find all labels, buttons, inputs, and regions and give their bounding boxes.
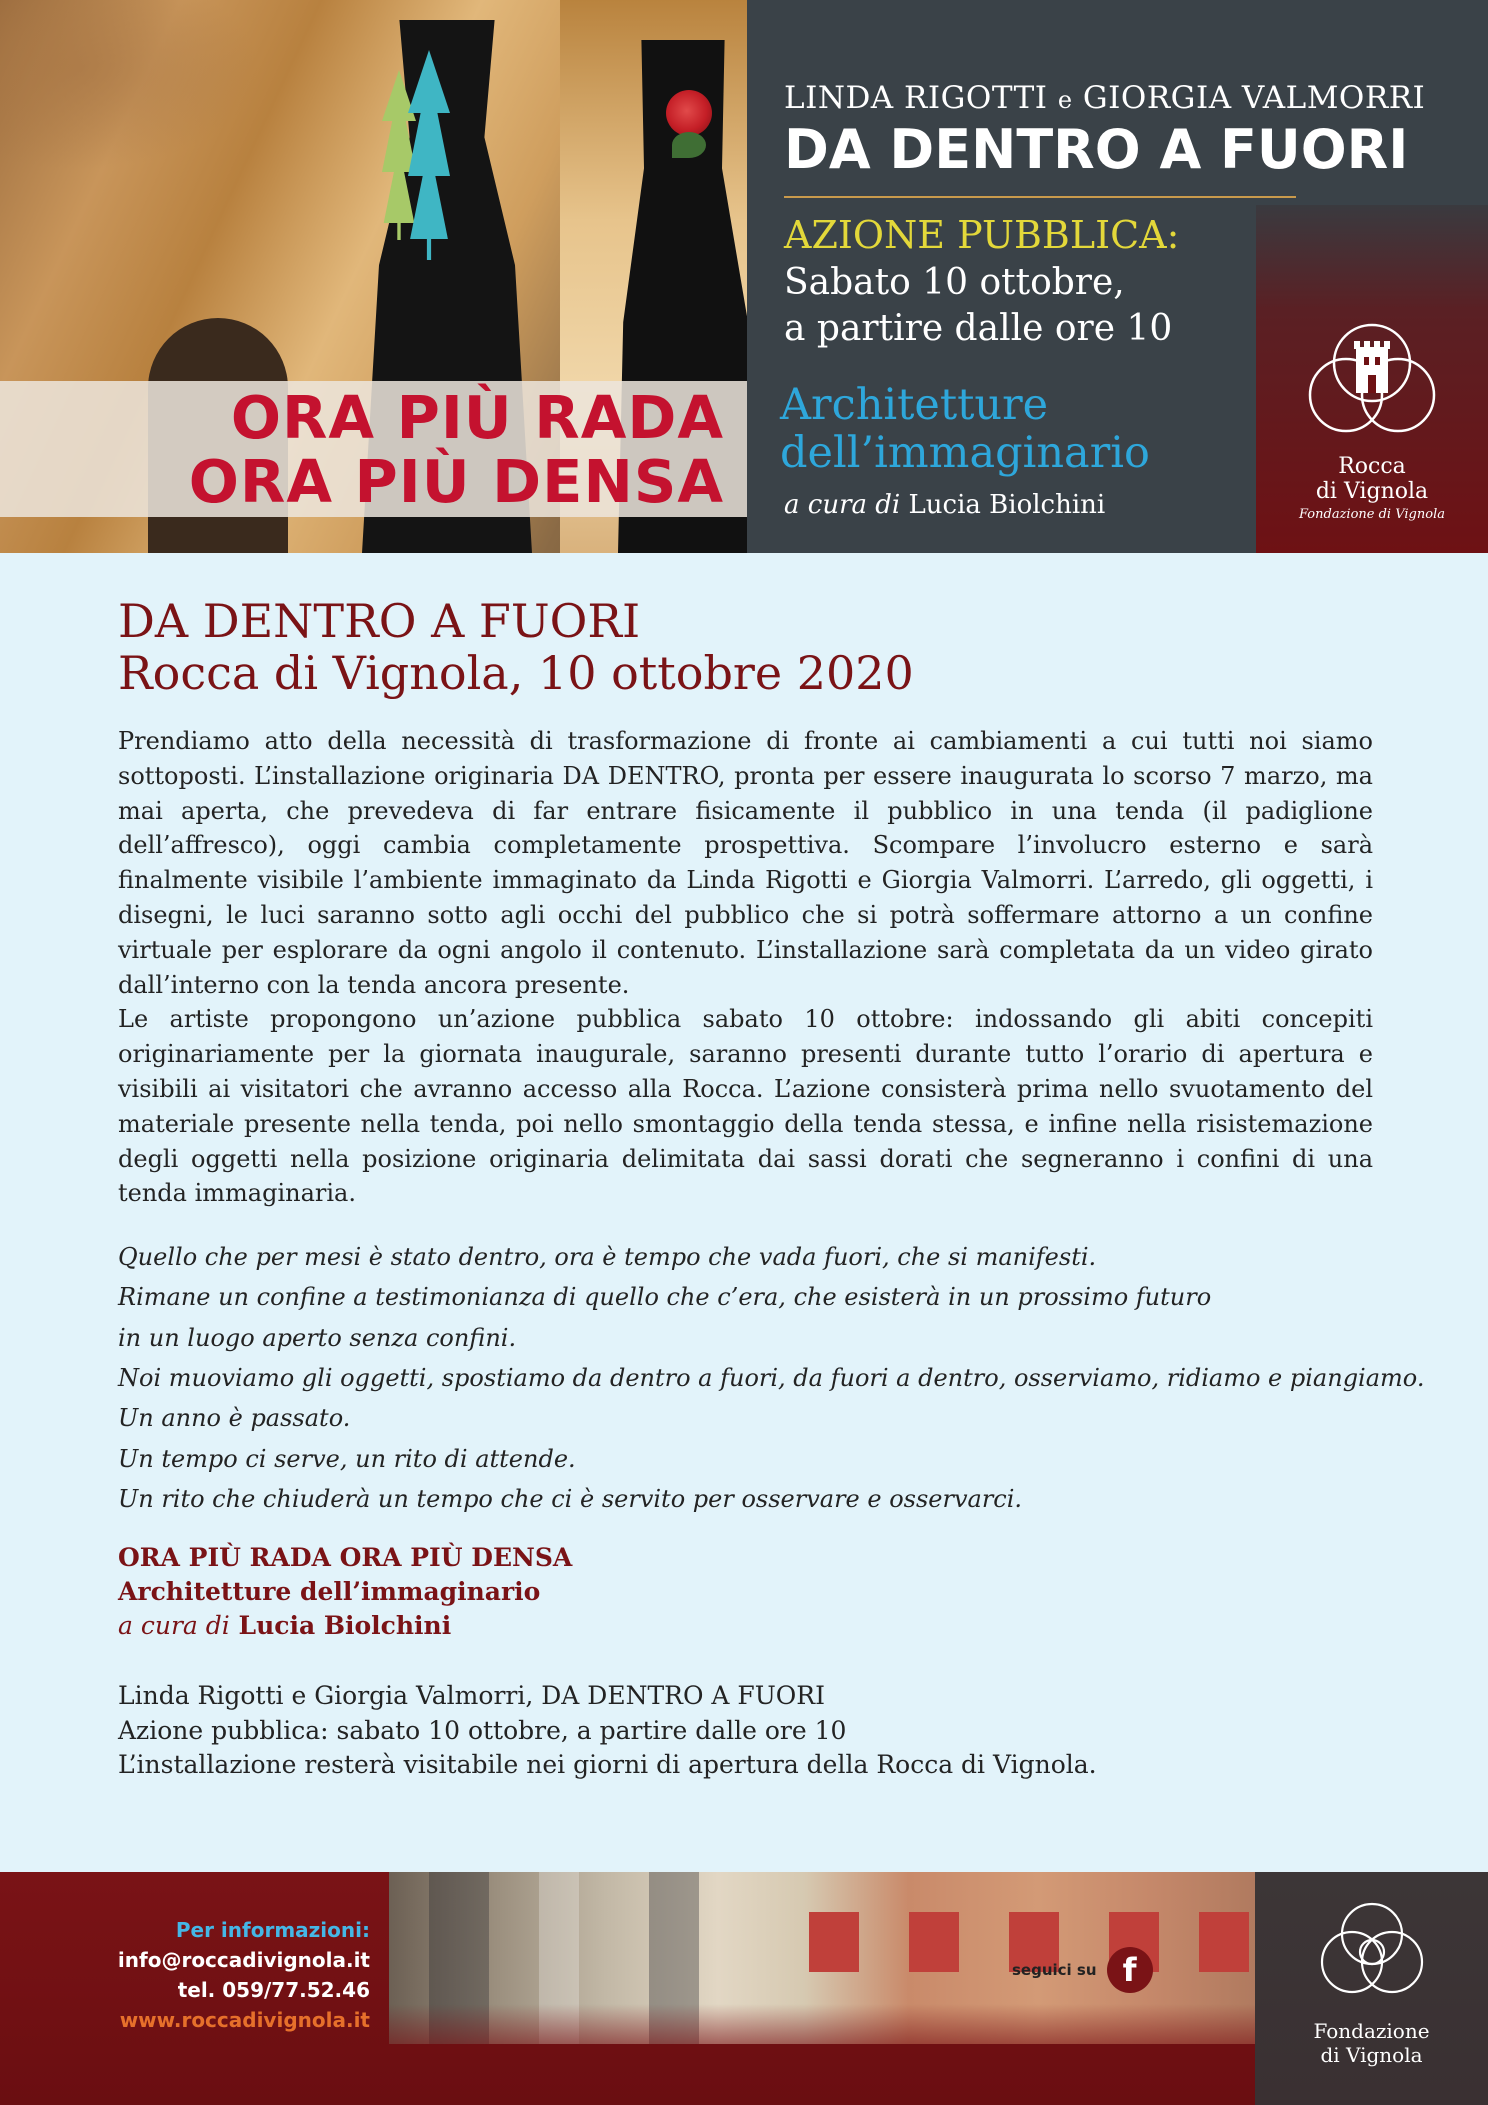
fondazione-logo-line2: di Vignola — [1320, 2043, 1423, 2067]
architetture-line1: Architetture — [780, 380, 1049, 430]
fondazione-logo-line1: Fondazione — [1313, 2019, 1430, 2043]
fresco-wall-decoration — [0, 0, 260, 170]
artist-a: LINDA RIGOTTI — [784, 80, 1048, 116]
credit-curator-name: Lucia Biolchini — [238, 1611, 452, 1641]
poem-line: Noi muoviamo gli oggetti, spostiamo da dentro a fuori, da fuori a dentro, osserviamo, ridiamo e piangiamo. — [118, 1364, 1425, 1393]
contact-website-link[interactable]: www.roccadivignola.it — [119, 2008, 370, 2032]
credit-title: ORA PIÙ RADA ORA PIÙ DENSA — [118, 1543, 573, 1573]
social-label: seguici su — [1012, 1961, 1097, 1979]
curator-prefix: a cura di — [784, 490, 901, 520]
artist-b: GIORGIA VALMORRI — [1082, 80, 1426, 116]
credit-subtitle: Architetture dell’immaginario — [118, 1577, 541, 1607]
document-title-line1: DA DENTRO A FUORI — [118, 594, 641, 648]
poem-line: Rimane un confine a testimonianza di quello che c’era, che esisterà in un prossimo futuro — [118, 1283, 1212, 1312]
poem-line: Un tempo ci serve, un rito di attende. — [118, 1444, 576, 1473]
date-line2: a partire dalle ore 10 — [784, 308, 1173, 349]
poem-block — [118, 1237, 1425, 1519]
facebook-icon[interactable]: f — [1107, 1947, 1153, 1993]
info-line3: L’installazione resterà visitabile nei giorni di apertura della Rocca di Vignola. — [118, 1750, 1097, 1780]
rocca-tower-emblem-icon — [1306, 315, 1438, 445]
rocca-logo-sub: Fondazione di Vignola — [1299, 507, 1445, 522]
title-divider — [784, 196, 1296, 198]
poem-line: in un luogo aperto senza confini. — [118, 1323, 517, 1352]
poem-line: Un rito che chiuderà un tempo che ci è servito per osservare e osservarci. — [118, 1484, 1023, 1513]
poem-line: Un anno è passato. — [118, 1404, 351, 1433]
fondazione-logo-box — [1255, 1872, 1488, 2105]
rose-leaf-embroidery — [672, 132, 706, 158]
credits-block — [118, 1541, 1373, 1643]
curator-name: Lucia Biolchini — [908, 490, 1106, 520]
fresco-crenel — [909, 1912, 959, 1972]
poster-footer — [0, 1872, 1488, 2105]
fresco-crenel — [809, 1912, 859, 1972]
artists-names — [784, 80, 1425, 116]
credit-curator — [118, 1609, 1373, 1643]
azione-heading: AZIONE PUBBLICA: — [784, 213, 1180, 257]
fondazione-rings-emblem-icon — [1318, 1900, 1426, 2000]
ora-title-line1: ORA PIÙ RADA — [230, 383, 724, 452]
contact-email-link[interactable]: info@roccadivignola.it — [117, 1948, 370, 1972]
architetture-line2: dell’immaginario — [780, 428, 1150, 478]
artists-conjunction: e — [1057, 86, 1073, 114]
paragraph-1: Prendiamo atto della necessità di trasformazione di fronte ai cambiamenti a cui tutti noi siamo sottoposti. L’installazione originaria DA DENTRO, pronta per essere inaugurata lo scorso 7 marzo, ma mai aperta, che prevedeva di far entrare fisicamente il pubblico in una tenda (il padiglione dell’affresco), oggi cambia completamente prospettiva. Scompare l’involucro esterno e sarà finalmente visibile l’ambiente immaginato da Linda Rigotti e Giorgia Valmorri. L’arredo, gli oggetti, i disegni, le luci saranno sotto agli occhi del pubblico che si potrà soffermare attorno a un confine virtuale per esplorare da ogni angolo il contenuto. L’installazione sarà completata da un video girato dall’interno con la tenda ancora presente. — [118, 727, 1373, 999]
paragraph-2: Le artiste propongono un’azione pubblica sabato 10 ottobre: indossando gli abiti concepiti originariamente per la giornata inaugurale, saranno presenti durante tutto l’orario di apertura e visibili ai visitatori che avranno accesso alla Rocca. L’azione consisterà prima nello svuotamento del materiale presente nella tenda, poi nello smontaggio della tenda stessa, e infine nella risistemazione degli oggetti nella posizione originaria delimitata dai sassi dorati che segneranno i confini di una tenda immaginaria. — [118, 1005, 1373, 1208]
contact-phone[interactable]: tel. 059/77.52.46 — [177, 1978, 370, 2002]
document-title-line2: Rocca di Vignola, 10 ottobre 2020 — [118, 646, 914, 700]
contact-heading: Per informazioni: — [175, 1918, 370, 1942]
fresco-crenel — [1199, 1912, 1249, 1972]
poster-header — [0, 0, 1488, 553]
rocca-logo-box — [1256, 205, 1488, 553]
credit-curator-prefix: a cura di — [118, 1611, 230, 1641]
ora-title-line2: ORA PIÙ DENSA — [188, 447, 724, 516]
document-body — [118, 594, 1425, 1783]
red-rose-embroidery — [666, 90, 712, 136]
date-line1: Sabato 10 ottobre, — [784, 262, 1125, 303]
rocca-logo-name-line2: di Vignola — [1315, 479, 1429, 504]
social-follow[interactable] — [1012, 1947, 1153, 1993]
poem-line: Quello che per mesi è stato dentro, ora è tempo che vada fuori, che si manifesti. — [118, 1243, 1097, 1272]
info-block — [118, 1679, 1373, 1783]
exhibition-title: DA DENTRO A FUORI — [784, 118, 1409, 181]
fresco-fade — [389, 2004, 1255, 2044]
info-line2: Azione pubblica: sabato 10 ottobre, a partire dalle ore 10 — [118, 1715, 847, 1745]
curator-credit — [784, 490, 1105, 520]
info-line1: Linda Rigotti e Giorgia Valmorri, DA DENTRO A FUORI — [118, 1681, 825, 1711]
rocca-logo-name-line1: Rocca — [1338, 454, 1406, 479]
